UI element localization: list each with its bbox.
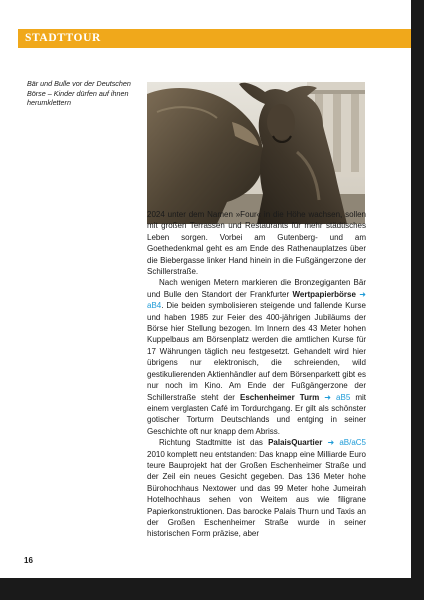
paragraph-3-text-c: 2010 komplett neu entstanden: Das knapp eine Milliarde Euro teure Bauprojekt hat der Großen Eschenheimer Straße und der Zeil ein neues Gesicht gegeben. Das 136 Meter hohe Bürohochhaus Nextower und das 99 Meter hohe Jumeirah Hotelhochhaus sehen von Weitem aus wie filigrane Papierkonstruktionen. Das barocke Palais Thurn und Taxis an der Großen Eschenheimer Straße wurde in seiner historischen Form präzise, aber: [147, 449, 366, 539]
scan-edge-right: [411, 0, 424, 600]
paragraph-3: [147, 437, 366, 540]
paragraph-1-text: 2024 unter dem Namen »Four« in die Höhe wachsen, sollen mit großen Terrassen und Restaurants für mehr städtisches Leben sorgen. Vorbei am Gutenberg- und am Goethedenkmal geht es am Ende des Rathenauplatzes über die Biebergasse linker Hand hinein in die Fußgängerzone der Schillerstraße.: [147, 210, 366, 277]
map-reference-ab4[interactable]: ➜ aB4: [147, 289, 366, 311]
bull-and-bear-photo: [147, 82, 365, 224]
scan-edge-bottom: [0, 578, 424, 600]
term-palaisquartier: PalaisQuartier: [268, 438, 323, 448]
photo-caption: Bär und Bulle vor der Deutschen Börse – Kinder dürfen auf ihnen herumklettern: [27, 79, 131, 108]
paragraph-2-text-c: . Die beiden symbolisieren steigende und fallende Kurse und haben 1985 zur Feier des 400-jährigen Jubiläums der Börse hier Stellung bezogen. Im Innern des 43 Meter hohen Kuppelbaus am Börsenplatz werden die amtlichen Kurse für 17 Währungen täglich neu festgesetzt. Gehandelt wird hier übrigens nur elektronisch, die schreienden, wild gestikulierenden Aktienhändler auf dem Börsenparkett gibt es nur noch im Kino. Am Ende der Fußgängerzone der Schillerstraße steht der: [147, 301, 366, 402]
paragraph-3-text-a: Richtung Stadtmitte ist das: [159, 438, 269, 448]
paragraph-2-text-a: Nach wenigen Metern markieren die Bronzegiganten Bär und Bulle den Standort der Frankfurter: [147, 278, 366, 299]
paragraph-1: [147, 209, 366, 277]
term-eschenheimer-turm: Eschenheimer Turm: [240, 392, 320, 402]
paragraph-2-text-e: mit einem verglasten Café im Tordurchgang. Er gilt als schönster gotischer Torturm Deutschlands und entging in seiner Geschichte oft nur knapp dem Abriss.: [147, 392, 367, 436]
page-number: 16: [24, 556, 33, 565]
term-wertpapierboerse: Wertpapierbörse: [292, 289, 356, 299]
map-reference-ab5[interactable]: ➜ aB5: [324, 392, 351, 402]
body-text: [147, 209, 366, 540]
section-header-title: STADTTOUR: [25, 32, 101, 44]
map-reference-ab-ac5[interactable]: ➜ aB/aC5: [327, 438, 366, 448]
paragraph-2: [147, 277, 366, 437]
